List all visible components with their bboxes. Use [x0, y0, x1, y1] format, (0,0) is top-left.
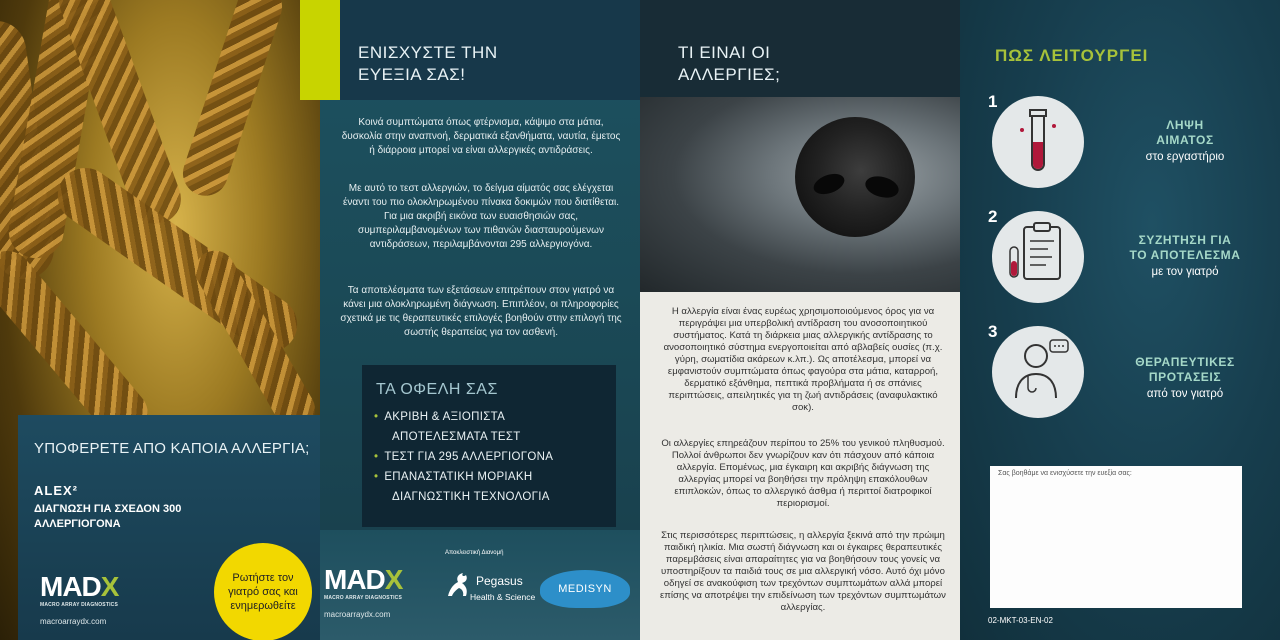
medisyn-text: MEDISYN — [558, 583, 612, 595]
step-title-line: ΣΥΖΗΤΗΣΗ ΓΙΑ — [1138, 233, 1232, 247]
website-link[interactable]: macroarraydx.com — [40, 617, 107, 626]
logo-x: X — [100, 571, 119, 602]
wellness-panel — [320, 0, 640, 640]
how-it-works-panel — [960, 0, 1280, 640]
step-title — [1110, 118, 1260, 148]
paragraph: Οι αλλεργίες επηρεάζουν περίπου το 25% του γενικού πληθυσμού. Πολλοί άνθρωποι δεν γνωρίζουν καν ότι πάσχουν από κάποια αλλεργία. Επομένως, μια έγκαιρη και ακριβής διάγνωση της αλλεργίας μπορεί να βοηθήσει την πρόληψη επακόλουθων επιπλοκών, όπως το αλλεργικό άσθμα ή περιττοί διατροφικοί περιορισμοί. — [661, 438, 945, 509]
step-number: 2 — [988, 207, 998, 226]
paragraph: Η αλλεργία είναι ένας ευρέως χρησιμοποιούμενος όρος για να περιγράψει μια υπερβολική αντίδραση του ανοσοποιητικού συστήματος. Κατά τη διάρκεια μιας αλλεργικής αντίδρασης το ανοσοποιητικό σύστημα ενεργοποιείται από αβλαβείς ουσίες (π.χ. γύρη, σωματίδια ακάρεων κ.λπ.). Ως αποτέλεσμα, μπορεί να εμφανιστούν συμπτώματα όπως φαγούρα στα μάτια, καταρροή, δερματικό εξάνθημα, πεπτικά προβλήματα ή σε σπάνιες περιπτώσεις, απειλητικές για τη ζωή αντιδράσεις (αναφυλακτικό σοκ). — [663, 306, 943, 413]
document-code: 02-MKT-03-EN-02 — [988, 616, 1053, 625]
step-title-line: ΑΙΜΑΤΟΣ — [1156, 133, 1214, 147]
step-title — [1110, 355, 1260, 385]
allergies-panel — [640, 0, 960, 640]
panel-title: ΠΩΣ ΛΕΙΤΟΥΡΓΕΙ — [995, 46, 1149, 65]
logo-text: MAD — [40, 571, 101, 602]
step-title-line: ΘΕΡΑΠΕΥΤΙΚΕΣ — [1135, 355, 1235, 369]
logo-text: MAD — [324, 564, 385, 595]
step-subtitle: με τον γιατρό — [1151, 266, 1219, 278]
logo-x: X — [384, 564, 403, 595]
doctor-icon — [992, 326, 1084, 418]
paragraph: Με αυτό το τεστ αλλεργιών, το δείγμα αίματός σας ελέγχεται έναντι του πιο ολοκληρωμένου πίνακα δοκιμών που διατίθεται. Για μια ακριβή εικόνα των ευαισθησιών σας, συμπεριλαμβανομένων των πιθανών διασταυρούμενων αντιδράσεων, περιλαμβάνονται 295 αλλεργιογόνα. — [342, 183, 620, 250]
benefit-item: • ΤΕΣΤ ΓΙΑ 295 ΑΛΛΕΡΓΙΟΓΟΝΑ — [374, 451, 554, 463]
paragraph: Τα αποτελέσματα των εξετάσεων επιτρέπουν στον γιατρό να κάνει μια ολοκληρωμένη διάγνωση. Επιπλέον, οι πληροφορίες σχετικά με τις θεραπευτικές επιλογές βοηθούν στην επιλογή της σωστής θεραπείας για τον ασθενή. — [340, 285, 622, 338]
step-title — [1110, 233, 1260, 263]
step-subtitle: στο εργαστήριο — [1145, 151, 1225, 163]
note-box[interactable] — [990, 466, 1242, 608]
benefit-item: • ΕΠΑΝΑΣΤΑΤΙΚΗ ΜΟΡΙΑΚΗ — [374, 471, 533, 483]
pegasus-subtitle: Health & Science — [470, 592, 536, 602]
cover-heading: ΥΠΟΦΕΡΕΤΕ ΑΠΟ ΚΑΠΟΙΑ ΑΛΛΕΡΓΙΑ; — [34, 440, 310, 457]
step-title-line: ΛΗΨΗ — [1166, 118, 1204, 132]
accent-bar — [300, 0, 320, 100]
panel-title — [358, 42, 498, 86]
title-line: ΑΛΛΕΡΓΙΕΣ; — [678, 65, 781, 84]
distribution-label: Αποκλειστική Διανομή — [445, 550, 504, 556]
paragraph: Κοινά συμπτώματα όπως φτέρνισμα, κάψιμο στα μάτια, δυσκολία στην αναπνοή, δερματικά εξανθήματα, ναυτία, έμετος ή διάρροια μπορεί να είναι αλλεργικές αντιδράσεις. — [341, 117, 621, 156]
benefits-box — [362, 365, 616, 527]
benefit-text: ΑΚΡΙΒΗ & ΑΞΙΟΠΙΣΤΑ — [384, 411, 506, 423]
product-desc-line: ΔΙΑΓΝΩΣΗ ΓΙΑ ΣΧΕΔΟΝ 300 — [34, 503, 182, 515]
panel-title — [678, 42, 780, 86]
product-desc-line: ΑΛΛΕΡΓΙΟΓΟΝΑ — [34, 518, 121, 530]
nose-shape — [795, 117, 915, 237]
title-line: ΕΥΕΞΙΑ ΣΑΣ! — [358, 65, 466, 84]
paragraph: Στις περισσότερες περιπτώσεις, η αλλεργία ξεκινά από την πρώιμη παιδική ηλικία. Μια σωστή διάγνωση και οι έγκαιρες θεραπευτικές παρεμβάσεις είναι απαραίτητες για να βοηθήσουν τους γονείς να υποστηρίξουν τα παιδιά τους σε μια αλλεργική νόσο. Αυτό όχι μόνο οδηγεί σε ανακούφιση των τρεχόντων συμπτωμάτων αλλά μπορεί επίσης να αποτρέψει την επιδείνωση των τρεχόντων συμπτωμάτων αλλεργίας. — [660, 530, 946, 613]
step-subtitle: από τον γιατρό — [1146, 388, 1224, 400]
medisyn-logo — [540, 570, 630, 608]
madx-logo — [324, 564, 402, 596]
benefit-text: ΤΕΣΤ ΓΙΑ 295 ΑΛΛΕΡΓΙΟΓΟΝΑ — [384, 451, 554, 463]
benefit-item-cont: ΔΙΑΓΝΩΣΤΙΚΗ ΤΕΧΝΟΛΟΓΙΑ — [392, 491, 550, 503]
step-title-line: ΠΡΟΤΑΣΕΙΣ — [1148, 370, 1222, 384]
madx-logo — [40, 571, 118, 603]
product-name: ALEX² — [34, 483, 78, 498]
pegasus-name: Pegasus — [476, 574, 523, 588]
logo-subtitle: MACRO ARRAY DIAGNOSTICS — [324, 595, 403, 601]
step-number: 3 — [988, 322, 998, 341]
step-title-line: ΤΟ ΑΠΟΤΕΛΕΣΜΑ — [1129, 248, 1241, 262]
website-link[interactable]: macroarraydx.com — [324, 610, 391, 619]
logo-subtitle: MACRO ARRAY DIAGNOSTICS — [40, 602, 119, 608]
blood-tube-icon — [992, 96, 1084, 188]
dog-nose-photo — [640, 97, 960, 292]
benefit-item-cont: ΑΠΟΤΕΛΕΣΜΑΤΑ ΤΕΣΤ — [392, 431, 521, 443]
benefits-title: ΤΑ ΟΦΕΛΗ ΣΑΣ — [376, 381, 498, 398]
note-label: Σας βοηθάμε να ενισχύσετε την ευεξία σας: — [998, 470, 1132, 477]
product-description — [34, 502, 234, 532]
step-number: 1 — [988, 92, 998, 111]
clipboard-results-icon — [992, 211, 1084, 303]
benefit-text: ΕΠΑΝΑΣΤΑΤΙΚΗ ΜΟΡΙΑΚΗ — [384, 471, 533, 483]
ask-doctor-badge: Ρωτήστε τον γιατρό σας και ενημερωθείτε — [214, 543, 312, 640]
title-line: ΤΙ ΕΙΝΑΙ ΟΙ — [678, 43, 771, 62]
footer-logos — [320, 530, 640, 640]
cover-info-box — [18, 415, 320, 640]
text-area — [640, 292, 960, 640]
cover-panel — [0, 0, 320, 640]
benefit-item: • ΑΚΡΙΒΗ & ΑΞΙΟΠΙΣΤΑ — [374, 411, 506, 423]
title-line: ΕΝΙΣΧΥΣΤΕ ΤΗΝ — [358, 43, 498, 62]
accent-bar — [320, 0, 340, 100]
